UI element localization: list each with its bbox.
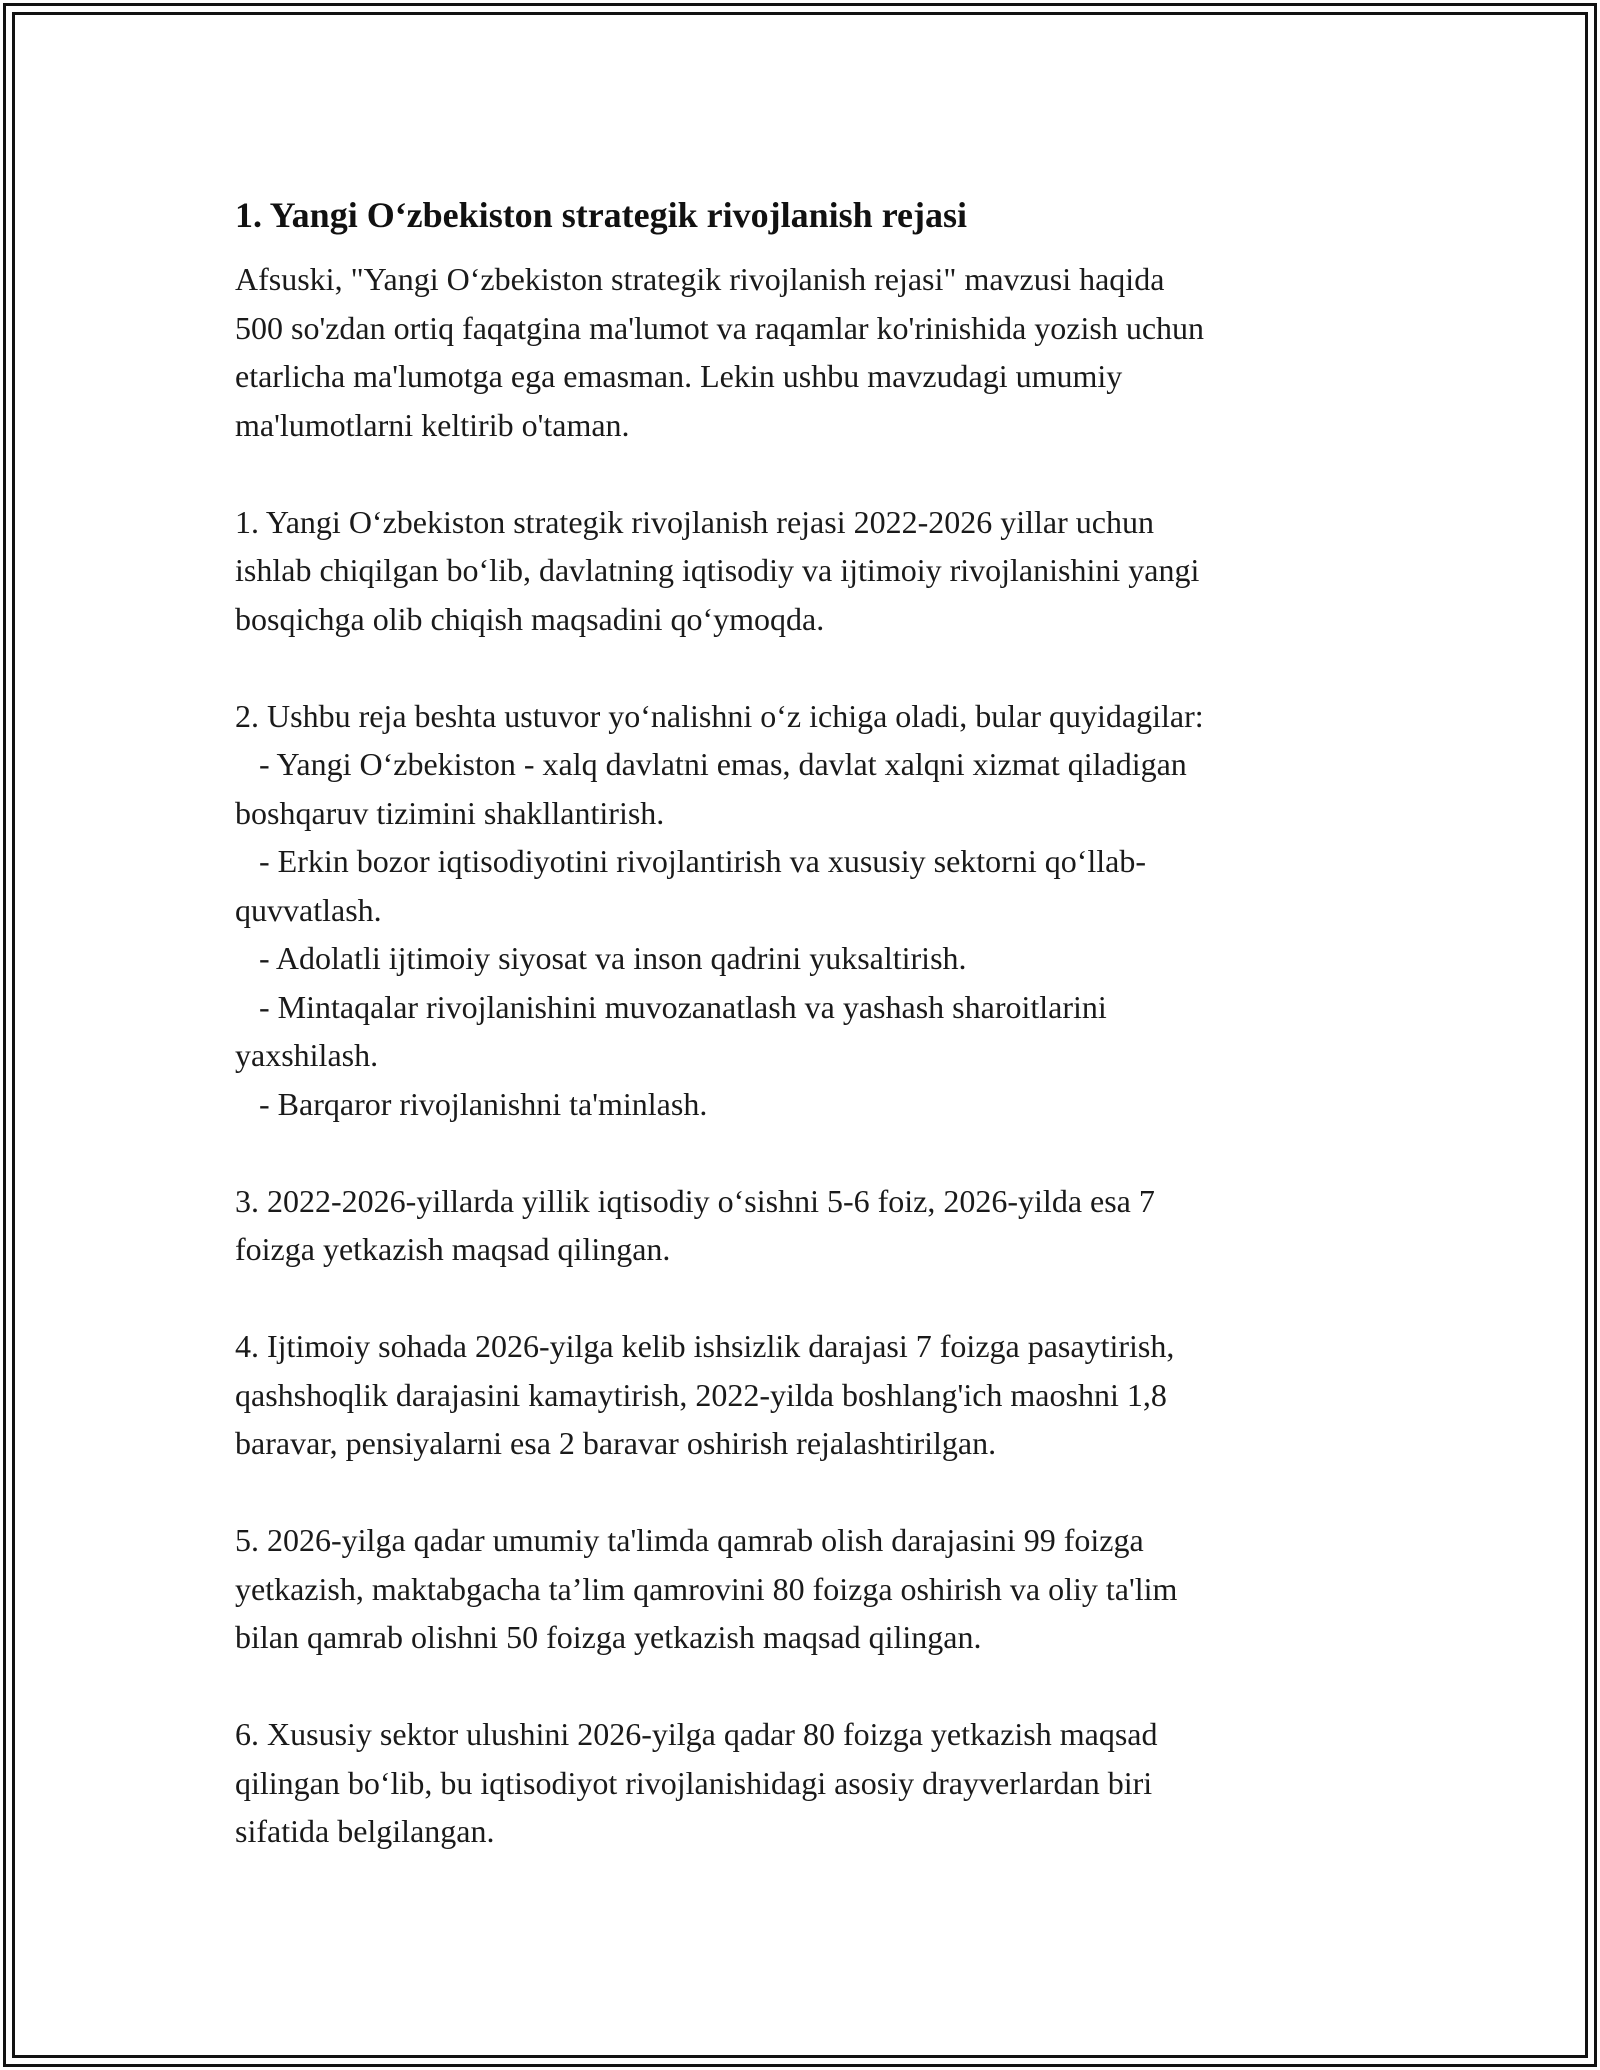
list-item-4: 4. Ijtimoiy sohada 2026-yilga kelib ishsizlik darajasi 7 foizga pasaytirish, qashshoqlik darajasini kamaytirish, 2022-yilda boshlang'ich maoshni 1,8 baravar, pensiyalarni esa 2 baravar oshirish rejalashtirilgan. xyxy=(235,1328,1175,1461)
list-item-5: 5. 2026-yilga qadar umumiy ta'limda qamrab olish darajasini 99 foizga yetkazish, maktabgacha ta’lim qamrovini 80 foizga oshirish va oliy ta'lim bilan qamrab olishni 50 foizga yetkazish maqsad qilingan. xyxy=(235,1522,1178,1655)
paragraph-gap xyxy=(235,1274,1385,1323)
list-item-6: 6. Xususiy sektor ulushini 2026-yilga qadar 80 foizga yetkazish maqsad qilingan bo‘lib, bu iqtisodiyot rivojlanishidagi asosiy drayverlardan biri sifatida belgilangan. xyxy=(235,1716,1158,1849)
paragraph-gap xyxy=(235,1662,1385,1711)
list-item-2: 2. Ushbu reja beshta ustuvor yo‘nalishni o‘z ichiga oladi, bular quyidagilar: - Yangi O‘zbekiston - xalq davlatni emas, davlat xalqni xizmat qiladigan boshqaruv tizimini shakllantirish. - Erkin bozor iqtisodiyotini rivojlantirish va xususiy sektorni qo‘llab- quvvatlash. - Adolatli ijtimoiy siyosat va inson qadrini yuksaltirish. - Mintaqalar rivojlanishini muvozanatlash va yashash sharoitlarini yaxshilash. - Barqaror rivojlanishni ta'minlash. xyxy=(235,697,1204,1122)
document-title: 1. Yangi O‘zbekiston strategik rivojlanish rejasi xyxy=(235,195,968,235)
list-item-3: 3. 2022-2026-yillarda yillik iqtisodiy o‘sishni 5-6 foiz, 2026-yilda esa 7 foizga yetkazish maqsad qilingan. xyxy=(235,1182,1155,1267)
paragraph-gap xyxy=(235,449,1385,498)
paragraph-gap xyxy=(235,1128,1385,1177)
paragraph-gap xyxy=(235,1468,1385,1517)
intro-paragraph: Afsuski, "Yangi O‘zbekiston strategik rivojlanish rejasi" mavzusi haqida 500 so'zdan ortiq faqatgina ma'lumot va raqamlar ko'rinishida yozish uchun etarlicha ma'lumotga ega emasman. Lekin ushbu mavzudagi umumiy ma'lumotlarni keltirib o'taman. xyxy=(235,261,1205,443)
document-body xyxy=(235,187,1385,1856)
paragraph-gap xyxy=(235,643,1385,692)
list-item-1: 1. Yangi O‘zbekiston strategik rivojlanish rejasi 2022-2026 yillar uchun ishlab chiqilgan bo‘lib, davlatning iqtisodiy va ijtimoiy rivojlanishini yangi bosqichga olib chiqish maqsadini qo‘ymoqda. xyxy=(235,503,1200,637)
